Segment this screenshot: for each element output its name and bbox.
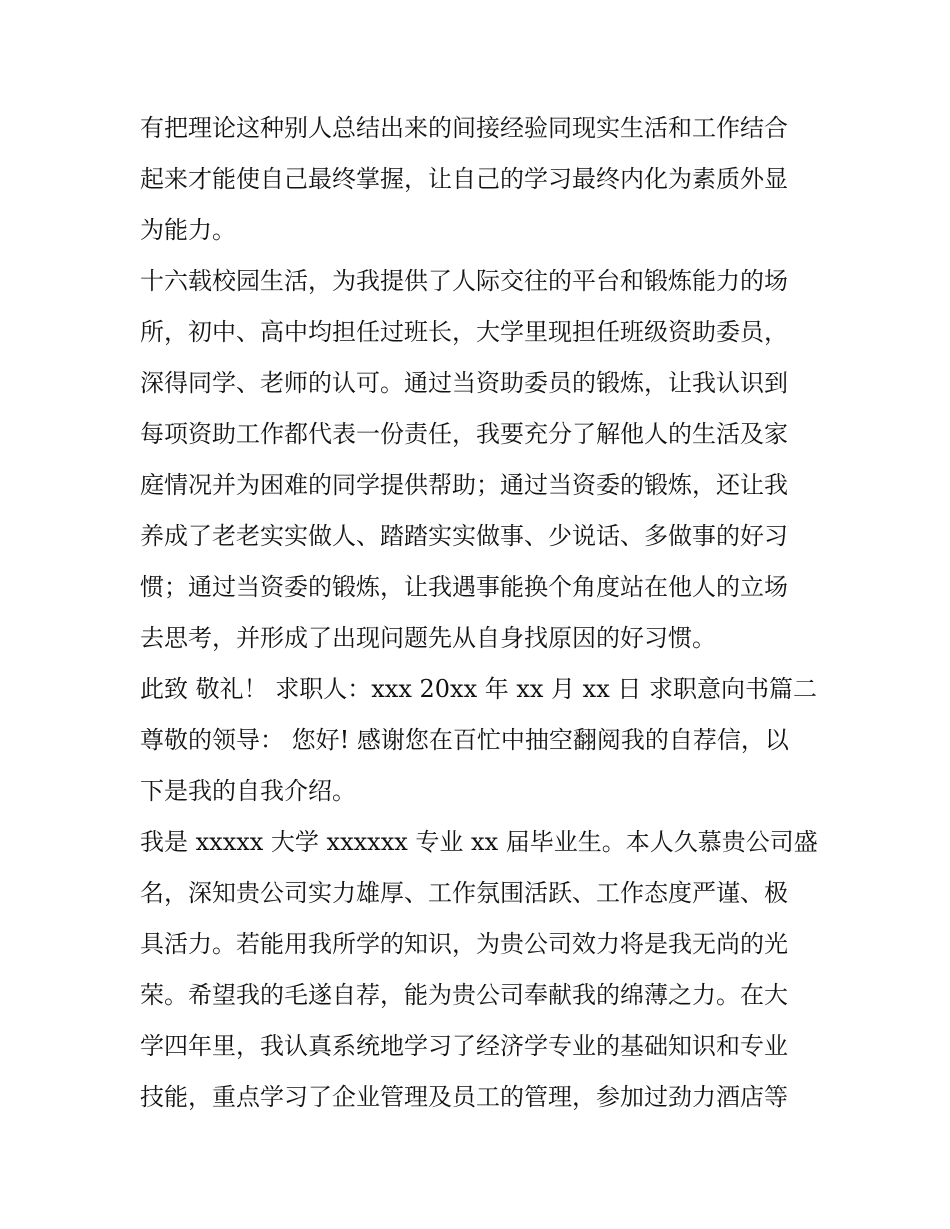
text-line: 此致 敬礼！ 求职人：xxx 20xx 年 xx 月 xx 日 求职意向书篇二 [140,675,818,703]
text-line: 技能，重点学习了企业管理及员工的管理，参加过劲力酒店等 [140,1083,788,1111]
paragraph-3 [140,664,820,817]
text-line: 下是我的自我介绍。 [140,777,356,805]
text-line: 去思考，并形成了出现问题先从自身找原因的好习惯。 [140,624,716,652]
paragraph-2 [140,256,820,664]
text-line: 有把理论这种别人总结出来的间接经验同现实生活和工作结合 [140,114,788,142]
text-line: 起来才能使自己最终掌握，让自己的学习最终内化为素质外显 [140,165,788,193]
text-line: 十六载校园生活，为我提供了人际交往的平台和锻炼能力的场 [140,267,788,295]
text-line: 深得同学、老师的认可。通过当资助委员的锻炼，让我认识到 [140,369,788,397]
text-line: 惯；通过当资委的锻炼，让我遇事能换个角度站在他人的立场 [140,573,788,601]
paragraph-4 [140,817,820,1123]
text-line: 具活力。若能用我所学的知识，为贵公司效力将是我无尚的光 [140,930,788,958]
text-line: 学四年里，我认真系统地学习了经济学专业的基础知识和专业 [140,1032,788,1060]
text-line: 名，深知贵公司实力雄厚、工作氛围活跃、工作态度严谨、极 [140,879,788,907]
text-line: 尊敬的领导： 您好! 感谢您在百忙中抽空翻阅我的自荐信，以 [140,726,789,754]
text-line: 所，初中、高中均担任过班长，大学里现担任班级资助委员， [140,318,788,346]
document-body [140,103,820,1123]
text-line: 为能力。 [140,216,236,244]
text-line: 庭情况并为困难的同学提供帮助；通过当资委的锻炼，还让我 [140,471,788,499]
text-line: 荣。希望我的毛遂自荐，能为贵公司奉献我的绵薄之力。在大 [140,981,788,1009]
text-line: 每项资助工作都代表一份责任，我要充分了解他人的生活及家 [140,420,788,448]
text-line: 我是 xxxxx 大学 xxxxxx 专业 xx 届毕业生。本人久慕贵公司盛 [140,828,818,856]
text-line: 养成了老老实实做人、踏踏实实做事、少说话、多做事的好习 [140,522,788,550]
paragraph-1 [140,103,820,256]
